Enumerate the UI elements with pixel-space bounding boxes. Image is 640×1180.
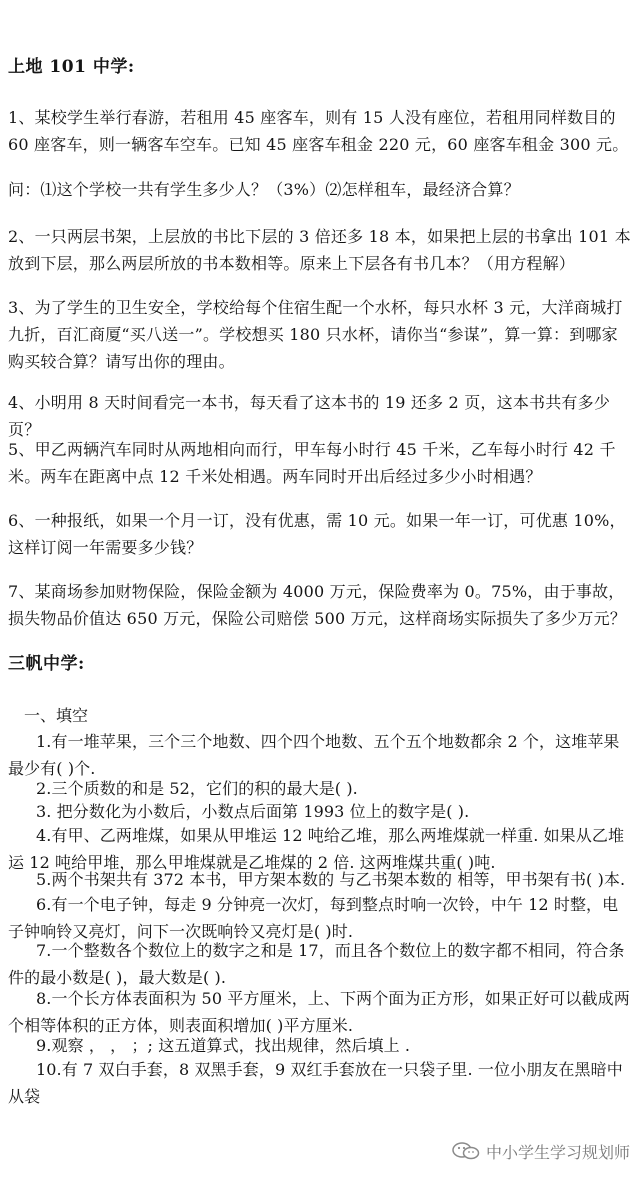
wechat-icon [452, 1141, 480, 1161]
question-6: 6、一种报纸，如果一个月一订，没有优惠，需 10 元。如果一年一订，可优惠 10%，这样订阅一年需要多少钱？ [8, 511, 626, 557]
fill-item-6: 6.有一个电子钟，每走 9 分钟亮一次灯，每到整点时响一次铃，中午 12 时整，电子钟响铃又亮灯，问下一次既响铃又亮灯是( )时. [8, 895, 619, 941]
fill-item-1: 1.有一堆苹果，三个三个地数、四个四个地数、五个五个地数都余 2 个，这堆苹果最少有( )个. [8, 732, 620, 778]
fill-item-3: 3. 把分数化为小数后，小数点后面第 1993 位上的数字是( ). [36, 802, 470, 821]
question-3: 3、为了学生的卫生安全，学校给每个住宿生配一个水杯，每只水杯 3 元，大洋商城打九折，百汇商厦“买八送一”。学校想买 180 只水杯，请你当“参谋”，算一算：到哪家购买较合算？请写出你的理由。 [8, 298, 623, 371]
school-title-shangdi: 上地 101 中学: [8, 57, 135, 77]
fill-item-4: 4.有甲、乙两堆煤，如果从甲堆运 12 吨给乙堆，那么两堆煤就一样重. 如果从乙堆运 12 吨给甲堆，那么甲堆煤就是乙堆煤的 2 倍. 这两堆煤共重( )吨. [8, 826, 625, 872]
question-1: 1、某校学生举行春游，若租用 45 座客车，则有 15 人没有座位，若租用同样数目的 60 座客车，则一辆客车空车。已知 45 座客车租金 220 元，60 座客车租金 300 元。 [8, 108, 629, 154]
watermark [452, 1136, 630, 1166]
question-2: 2、一只两层书架，上层放的书比下层的 3 倍还多 18 本，如果把上层的书拿出 101 本放到下层，那么两层所放的书本数相等。原来上下层各有书几本？（用方程解） [8, 227, 631, 273]
fill-item-9: 9.观察 ， ， ；; 这五道算式，找出规律，然后填上 . [36, 1036, 411, 1055]
school-title-sanfan: 三帆中学: [8, 654, 85, 674]
question-7: 7、某商场参加财物保险，保险金额为 4000 万元，保险费率为 0。75%，由于事故，损失物品价值达 650 万元，保险公司赔偿 500 万元，这样商场实际损失了多少万元？ [8, 582, 627, 628]
question-4: 4、小明用 8 天时间看完一本书，每天看了这本书的 19 还多 2 页，这本书共有多少页？ [8, 393, 611, 439]
watermark-text: 中小学生学习规划师 [486, 1142, 631, 1162]
section-fill-in-blank: 一、填空 [24, 706, 89, 725]
fill-item-7: 7.一个整数各个数位上的数字之和是 17，而且各个数位上的数字都不相同，符合条件的最小数是( )，最大数是( ). [8, 941, 625, 987]
question-1-sub: 问：⑴这个学校一共有学生多少人？（3%）⑵怎样租车，最经济合算？ [8, 180, 520, 199]
fill-item-2: 2.三个质数的和是 52，它们的积的最大是( ). [36, 779, 358, 798]
fill-item-5: 5.两个书架共有 372 本书，甲方架本数的 与乙书架本数的 相等，甲书架有书( )本. [36, 870, 626, 889]
fill-item-10: 10.有 7 双白手套，8 双黑手套，9 双红手套放在一只袋子里. 一位小朋友在黑暗中从袋 [8, 1060, 623, 1106]
question-5: 5、甲乙两辆汽车同时从两地相向而行，甲车每小时行 45 千米，乙车每小时行 42 千米。两车在距离中点 12 千米处相遇。两车同时开出后经过多少小时相遇？ [8, 440, 616, 486]
fill-item-8: 8.一个长方体表面积为 50 平方厘米，上、下两个面为正方形，如果正好可以截成两个相等体积的正方体，则表面积增加( )平方厘米. [8, 989, 630, 1035]
